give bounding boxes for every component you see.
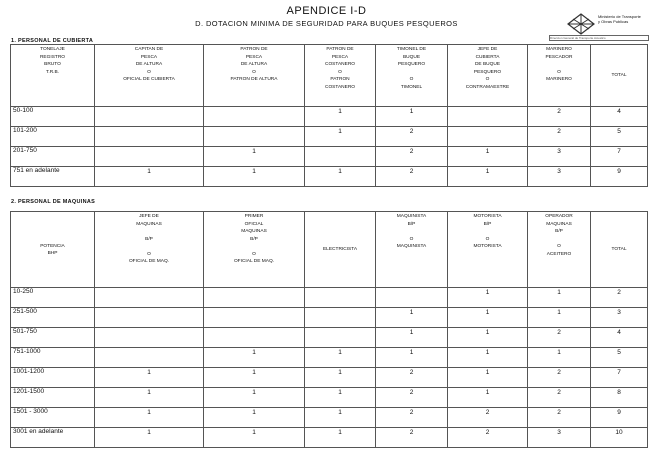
table-row bbox=[11, 127, 648, 147]
row-label: 1201-1500 bbox=[11, 388, 95, 408]
column-header bbox=[528, 45, 591, 107]
header-line: CAPITAN DE bbox=[134, 47, 164, 52]
row-label: 1501 - 3000 bbox=[11, 408, 95, 428]
table-cell: 2 bbox=[376, 368, 448, 388]
header-line: PATRON DE bbox=[240, 47, 268, 52]
header-line: PESCA bbox=[245, 54, 263, 60]
table-cell: 2 bbox=[376, 167, 448, 187]
header-line: B/P bbox=[407, 221, 416, 227]
row-label: 251-500 bbox=[11, 308, 95, 328]
header-line: DE ALTURA bbox=[135, 62, 163, 67]
header-line: MOTORISTA bbox=[473, 244, 502, 249]
table-cell: 1 bbox=[448, 348, 528, 368]
table-cell: 1 bbox=[448, 328, 528, 348]
table-cell bbox=[95, 127, 204, 147]
header-line: B/P bbox=[145, 236, 153, 242]
row-label: 201-750 bbox=[11, 147, 95, 167]
header-row bbox=[11, 45, 648, 107]
header-line: O bbox=[252, 69, 256, 75]
table-cell: 1 bbox=[305, 408, 376, 428]
table-cell: 1 bbox=[305, 368, 376, 388]
column-header bbox=[528, 212, 591, 288]
row-label: 1001-1200 bbox=[11, 368, 95, 388]
table-cell: 1 bbox=[376, 328, 448, 348]
table-cell: 1 bbox=[305, 348, 376, 368]
table-cell: 2 bbox=[376, 147, 448, 167]
table-cell bbox=[95, 107, 204, 127]
table-cell: 1 bbox=[376, 107, 448, 127]
header-line: TOTAL bbox=[611, 73, 627, 79]
header-line: ACEITERO bbox=[546, 251, 572, 257]
header-line bbox=[95, 243, 203, 251]
table-cell: 1 bbox=[95, 388, 204, 408]
header-line: TONELAJE bbox=[40, 47, 65, 52]
table-row bbox=[11, 288, 648, 308]
table-row bbox=[11, 428, 648, 448]
table-cell bbox=[204, 308, 305, 328]
table-cell: 7 bbox=[591, 147, 648, 167]
header-row bbox=[11, 212, 648, 288]
row-label: 50-100 bbox=[11, 107, 95, 127]
header-line: B/P bbox=[555, 229, 563, 234]
header-line: PATRON bbox=[330, 77, 350, 82]
table-cell: 1 bbox=[448, 308, 528, 328]
table-cell: 2 bbox=[376, 388, 448, 408]
header-line: POTENCIA bbox=[40, 243, 65, 249]
table-cell: 1 bbox=[528, 348, 591, 368]
table-cell bbox=[376, 288, 448, 308]
header-line: O bbox=[409, 77, 414, 82]
header-line bbox=[528, 61, 590, 69]
table-cell bbox=[95, 288, 204, 308]
header-line: OFICIAL DE CUBIERTA bbox=[123, 77, 175, 82]
header-line: BHP bbox=[47, 251, 58, 256]
header-line bbox=[376, 69, 447, 77]
table-cell: 5 bbox=[591, 127, 648, 147]
table-cell: 2 bbox=[528, 107, 591, 127]
table-cell: 5 bbox=[591, 348, 648, 368]
column-header bbox=[448, 212, 528, 288]
header-line bbox=[376, 228, 447, 236]
table-cell bbox=[204, 288, 305, 308]
header-line: REGISTRO bbox=[39, 54, 66, 60]
table-cell: 1 bbox=[204, 167, 305, 187]
section1-title: 1. PERSONAL DE CUBIERTA bbox=[11, 38, 94, 44]
header-line bbox=[448, 228, 527, 236]
table-cell: 1 bbox=[528, 288, 591, 308]
row-label: 101-200 bbox=[11, 127, 95, 147]
header-line: PRIMER bbox=[244, 214, 264, 219]
table-cell bbox=[95, 147, 204, 167]
table-cell: 3 bbox=[591, 308, 648, 328]
table-cell: 3 bbox=[528, 167, 591, 187]
header-line bbox=[204, 243, 304, 251]
table-cell: 2 bbox=[376, 408, 448, 428]
row-label: 10-250 bbox=[11, 288, 95, 308]
table-cell: 2 bbox=[528, 388, 591, 408]
header-line: MARINERO bbox=[546, 47, 572, 52]
table-cell: 4 bbox=[591, 328, 648, 348]
table-cell: 1 bbox=[204, 348, 305, 368]
row-label: 751 en adelante bbox=[11, 167, 95, 187]
header-line: O bbox=[557, 69, 561, 75]
header-line: TIMONEL bbox=[400, 84, 423, 90]
header-line: O bbox=[409, 236, 414, 242]
table-cell bbox=[448, 127, 528, 147]
header-line: O bbox=[147, 251, 151, 257]
table-cell bbox=[305, 147, 376, 167]
table-cell: 1 bbox=[305, 167, 376, 187]
table-cell: 1 bbox=[448, 147, 528, 167]
column-header bbox=[448, 45, 528, 107]
table-cell bbox=[95, 308, 204, 328]
table-cell: 2 bbox=[591, 288, 648, 308]
table-cell: 1 bbox=[448, 288, 528, 308]
table-cell: 1 bbox=[95, 167, 204, 187]
column-header bbox=[376, 212, 448, 288]
header-line: OPERADOR bbox=[545, 214, 573, 219]
table-cell: 2 bbox=[528, 368, 591, 388]
table-row bbox=[11, 308, 648, 328]
header-line: PESCADOR bbox=[545, 54, 573, 60]
table-row bbox=[11, 368, 648, 388]
table-cell: 2 bbox=[528, 127, 591, 147]
header-line: MAQUINAS bbox=[136, 221, 162, 227]
table-cell: 1 bbox=[204, 368, 305, 388]
header-line: O bbox=[485, 236, 490, 242]
header-line: ELECTRICISTA bbox=[322, 247, 358, 253]
table-cell: 1 bbox=[95, 368, 204, 388]
header-line: PATRON DE ALTURA bbox=[230, 77, 278, 82]
table-cell: 1 bbox=[305, 127, 376, 147]
header-line bbox=[95, 228, 203, 236]
header-line: T.R.B. bbox=[45, 69, 60, 75]
engine-personnel-table bbox=[10, 211, 648, 448]
header-line: COSTANERO bbox=[324, 62, 356, 67]
table-cell: 8 bbox=[591, 388, 648, 408]
header-line: TIMONEL DE bbox=[396, 47, 427, 52]
row-label: 3001 en adelante bbox=[11, 428, 95, 448]
table-cell: 1 bbox=[305, 428, 376, 448]
table-cell: 1 bbox=[448, 368, 528, 388]
column-header bbox=[204, 45, 305, 107]
table-cell: 9 bbox=[591, 167, 648, 187]
column-header bbox=[591, 212, 648, 288]
table-cell: 4 bbox=[591, 107, 648, 127]
logo-caption: Ministerio de Transporte y Obras Publicas bbox=[598, 14, 641, 24]
header-line: MARINERO bbox=[546, 77, 572, 82]
header-line: MAQUINAS bbox=[546, 221, 572, 227]
table-row bbox=[11, 328, 648, 348]
table-cell: 10 bbox=[591, 428, 648, 448]
table-row bbox=[11, 167, 648, 187]
section2-title: 2. PERSONAL DE MAQUINAS bbox=[11, 199, 96, 205]
page-subtitle: D. DOTACION MINIMA DE SEGURIDAD PARA BUQUES PESQUEROS bbox=[195, 19, 458, 28]
header-line bbox=[528, 236, 590, 244]
column-header bbox=[95, 212, 204, 288]
ministry-logo-icon bbox=[566, 12, 596, 36]
column-header bbox=[11, 45, 95, 107]
header-line: B/P bbox=[483, 221, 492, 227]
table-cell bbox=[305, 288, 376, 308]
header-line: COSTANERO bbox=[324, 84, 356, 90]
header-line: MAQUINAS bbox=[241, 229, 267, 234]
header-line: BUQUE bbox=[402, 54, 421, 60]
header-line: O bbox=[557, 244, 561, 249]
column-header bbox=[305, 212, 376, 288]
table-cell: 2 bbox=[528, 408, 591, 428]
table-cell: 1 bbox=[305, 107, 376, 127]
row-label: 501-750 bbox=[11, 328, 95, 348]
table-cell: 1 bbox=[204, 408, 305, 428]
header-line: PESQUERO bbox=[473, 69, 502, 75]
header-line: BRUTO bbox=[44, 62, 61, 67]
page-title: APENDICE I-D bbox=[286, 5, 367, 17]
table-row bbox=[11, 408, 648, 428]
header-line: OFICIAL bbox=[244, 221, 264, 227]
column-header bbox=[11, 212, 95, 288]
table-row bbox=[11, 348, 648, 368]
header-line: O bbox=[252, 251, 256, 257]
table-cell: 1 bbox=[305, 388, 376, 408]
header-line: JEFE DE bbox=[139, 214, 159, 219]
table-cell: 1 bbox=[204, 388, 305, 408]
table-cell: 1 bbox=[95, 428, 204, 448]
table-cell: 3 bbox=[528, 147, 591, 167]
table-cell: 1 bbox=[204, 428, 305, 448]
table-cell: 2 bbox=[448, 428, 528, 448]
table-cell: 1 bbox=[448, 167, 528, 187]
table-cell bbox=[204, 127, 305, 147]
header-line: PESCA bbox=[331, 54, 349, 60]
header-line: DE ALTURA bbox=[240, 62, 268, 67]
header-line: JEFE DE bbox=[477, 47, 498, 52]
table-row bbox=[11, 147, 648, 167]
table-cell: 2 bbox=[448, 408, 528, 428]
table-cell: 1 bbox=[448, 388, 528, 408]
header-line: B/P bbox=[250, 236, 258, 242]
header-line: O bbox=[147, 69, 151, 75]
table-cell: 2 bbox=[528, 328, 591, 348]
table-cell: 2 bbox=[376, 428, 448, 448]
table-cell: 1 bbox=[204, 147, 305, 167]
header-line: MAQUINISTA bbox=[396, 244, 427, 249]
header-line: OFICIAL DE MAQ. bbox=[233, 259, 275, 264]
table-row bbox=[11, 388, 648, 408]
table-cell bbox=[204, 328, 305, 348]
header-line: MAQUINISTA bbox=[396, 214, 427, 219]
table-cell: 7 bbox=[591, 368, 648, 388]
table-cell bbox=[305, 328, 376, 348]
header-line: PESQUERO bbox=[397, 62, 426, 67]
header-line: CUBIERTA bbox=[475, 54, 500, 60]
table-cell bbox=[204, 107, 305, 127]
header-line: O bbox=[338, 69, 342, 75]
header-line: CONTRAMAESTRE bbox=[465, 84, 510, 90]
table-cell: 1 bbox=[528, 308, 591, 328]
column-header bbox=[376, 45, 448, 107]
header-line: DE BUQUE bbox=[474, 62, 501, 67]
deck-personnel-table bbox=[10, 44, 648, 187]
column-header bbox=[305, 45, 376, 107]
table-cell: 1 bbox=[95, 408, 204, 428]
table-cell bbox=[95, 328, 204, 348]
table-cell: 3 bbox=[528, 428, 591, 448]
table-cell bbox=[448, 107, 528, 127]
header-line: PATRON DE bbox=[326, 47, 354, 52]
header-bar: Direccion General de Transporte Acuatico bbox=[549, 35, 649, 41]
column-header bbox=[204, 212, 305, 288]
table-cell: 2 bbox=[376, 127, 448, 147]
header-line: MOTORISTA bbox=[473, 214, 502, 219]
table-cell bbox=[305, 308, 376, 328]
header-line: O bbox=[485, 77, 490, 82]
table-cell: 9 bbox=[591, 408, 648, 428]
column-header bbox=[591, 45, 648, 107]
header-line: TOTAL bbox=[611, 247, 627, 253]
table-cell: 1 bbox=[376, 308, 448, 328]
table-row bbox=[11, 107, 648, 127]
header-line: OFICIAL DE MAQ. bbox=[128, 259, 170, 264]
table-cell: 1 bbox=[376, 348, 448, 368]
row-label: 751-1000 bbox=[11, 348, 95, 368]
header-line: PESCA bbox=[140, 54, 158, 60]
column-header bbox=[95, 45, 204, 107]
table-cell bbox=[95, 348, 204, 368]
